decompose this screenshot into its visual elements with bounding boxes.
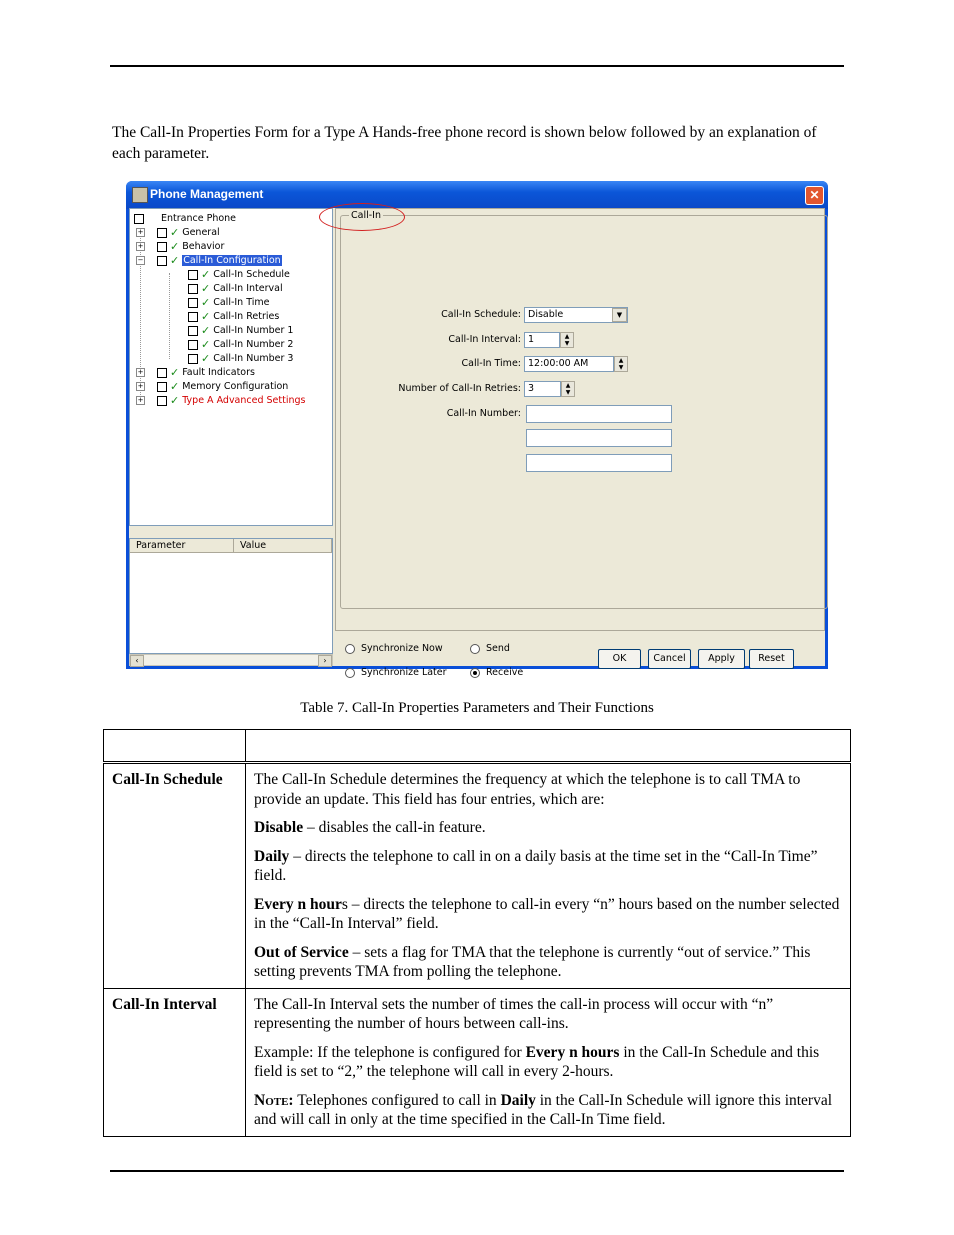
call-in-schedule-label: Call-In Schedule: (441, 309, 521, 320)
tree-item-type-a-advanced-settings[interactable]: + ✓ Type A Advanced Settings (137, 394, 306, 407)
tree-child-call-in-schedule[interactable]: ✓ Call-In Schedule (188, 268, 290, 281)
radio-receive[interactable]: Receive (470, 667, 523, 678)
call-in-interval-spinner[interactable]: ▲ ▼ (560, 332, 574, 348)
tree-child-call-in-retries[interactable]: ✓ Call-In Retries (188, 310, 279, 323)
bottom-rule (110, 1170, 844, 1172)
call-in-time-input[interactable]: 12:00:00 AM (524, 356, 614, 372)
check-icon: ✓ (170, 380, 180, 393)
checkbox[interactable] (188, 270, 198, 280)
checkbox[interactable] (188, 298, 198, 308)
description-example: Example: If the telephone is configured for Every n hours in the Call-In Schedule and this field is set to “2,” the telephone will call in every 2-hours. (254, 1043, 820, 1080)
table-header-row (104, 730, 851, 763)
call-in-time-spinner[interactable]: ▲ ▼ (614, 356, 628, 372)
column-header-parameter[interactable]: Parameter (130, 539, 234, 553)
highlight-ellipse (319, 203, 405, 231)
checkbox[interactable] (188, 354, 198, 364)
checkbox[interactable] (157, 228, 167, 238)
radio-circle[interactable] (345, 668, 355, 678)
call-in-number-label: Call-In Number: (446, 408, 521, 419)
check-icon: ✓ (201, 310, 211, 323)
call-in-number-1-input[interactable] (526, 405, 672, 423)
checkbox[interactable] (157, 396, 167, 406)
tree-item-behavior[interactable]: + ✓ Behavior (137, 240, 225, 253)
column-header-value[interactable]: Value (234, 539, 332, 553)
intro-paragraph: The Call-In Properties Form for a Type A Hands-free phone record is shown below followed by an explanation of each parameter. (112, 124, 817, 162)
scroll-right-icon[interactable]: › (318, 655, 332, 667)
call-in-retries-input[interactable]: 3 (524, 381, 561, 397)
call-in-schedule-select[interactable]: Disable (524, 307, 628, 323)
table-row (104, 988, 851, 1136)
description-entry: Disable – disables the call-in feature. (254, 819, 486, 836)
properties-panel (335, 208, 825, 631)
check-icon: ✓ (201, 282, 211, 295)
expand-icon[interactable]: + (137, 242, 144, 250)
parameter-name: Call-In Interval (104, 988, 246, 1136)
parameter-description (246, 763, 851, 989)
check-icon: ✓ (170, 254, 180, 267)
close-button[interactable]: ✕ (805, 186, 824, 205)
radio-circle[interactable] (470, 644, 480, 654)
reset-button[interactable]: Reset (749, 649, 794, 669)
checkbox[interactable] (157, 382, 167, 392)
call-in-interval-label: Call-In Interval: (448, 334, 521, 345)
checkbox[interactable] (134, 214, 144, 224)
tree-view[interactable] (129, 208, 333, 526)
description-entry: Daily – directs the telephone to call in on a daily basis at the time set in the “Call-In Time” field. (254, 847, 818, 884)
window-title: Phone Management (150, 187, 264, 201)
call-in-number-3-input[interactable] (526, 454, 672, 472)
parameter-description (246, 988, 851, 1136)
description-entry: Out of Service – sets a flag for TMA that the telephone is currently “out of service.” This setting prevents TMA from polling the telephone. (254, 943, 811, 980)
call-in-retries-label: Number of Call-In Retries: (398, 383, 521, 394)
parameters-table (103, 729, 851, 1137)
check-icon: ✓ (201, 324, 211, 337)
check-icon: ✓ (201, 296, 211, 309)
expand-icon[interactable]: + (137, 228, 144, 236)
table-caption: Table 7. Call-In Properties Parameters and Their Functions (300, 700, 654, 716)
tree-item-fault-indicators[interactable]: + ✓ Fault Indicators (137, 366, 255, 379)
check-icon: ✓ (201, 352, 211, 365)
checkbox[interactable] (157, 256, 167, 266)
radio-synchronize-now[interactable]: Synchronize Now (345, 643, 443, 654)
ok-button[interactable]: OK (598, 649, 641, 669)
call-in-retries-spinner[interactable]: ▲ ▼ (561, 381, 575, 397)
cancel-button[interactable]: Cancel (648, 649, 691, 669)
check-icon: ✓ (201, 338, 211, 351)
check-icon: ✓ (170, 240, 180, 253)
horizontal-scrollbar[interactable] (129, 654, 333, 666)
table-header-cell (104, 730, 246, 763)
tree-child-call-in-number-3[interactable]: ✓ Call-In Number 3 (188, 352, 293, 365)
radio-send[interactable]: Send (470, 643, 510, 654)
collapse-icon[interactable]: − (137, 256, 144, 264)
expand-icon[interactable]: + (137, 382, 144, 390)
tree-item-memory-configuration[interactable]: + ✓ Memory Configuration (137, 380, 289, 393)
checkbox[interactable] (157, 368, 167, 378)
title-bar[interactable] (126, 181, 828, 209)
top-rule (110, 65, 844, 67)
call-in-time-label: Call-In Time: (461, 358, 521, 369)
parameter-grid[interactable] (129, 538, 333, 654)
checkbox[interactable] (188, 284, 198, 294)
description-text: The Call-In Interval sets the number of times the call-in process will occur with “n” representing the number of hours between call-ins. (254, 995, 774, 1032)
table-row (104, 763, 851, 989)
tree-child-call-in-number-2[interactable]: ✓ Call-In Number 2 (188, 338, 293, 351)
checkbox[interactable] (188, 340, 198, 350)
check-icon: ✓ (170, 394, 180, 407)
app-icon (132, 187, 148, 203)
tree-item-general[interactable]: + ✓ General (137, 226, 220, 239)
scroll-left-icon[interactable]: ‹ (130, 655, 144, 667)
expand-icon[interactable]: + (137, 396, 144, 404)
check-icon: ✓ (170, 366, 180, 379)
tree-child-call-in-interval[interactable]: ✓ Call-In Interval (188, 282, 283, 295)
checkbox[interactable] (157, 242, 167, 252)
chevron-down-icon[interactable]: ▼ (612, 308, 627, 322)
description-text: The Call-In Schedule determines the frequency at which the telephone is to call TMA to provide an update. This field has four entries, which are: (254, 771, 801, 808)
action-bar (335, 635, 825, 678)
checkbox[interactable] (188, 312, 198, 322)
group-label: Call-In (351, 210, 381, 221)
checkbox[interactable] (188, 326, 198, 336)
radio-circle-selected[interactable] (470, 668, 480, 678)
radio-circle[interactable] (345, 644, 355, 654)
tree-child-call-in-number-1[interactable]: ✓ Call-In Number 1 (188, 324, 293, 337)
call-in-interval-input[interactable]: 1 (524, 332, 560, 348)
parameter-name: Call-In Schedule (104, 763, 246, 989)
tree-child-call-in-time[interactable]: ✓ Call-In Time (188, 296, 269, 309)
call-in-number-2-input[interactable] (526, 429, 672, 447)
expand-icon[interactable]: + (137, 368, 144, 376)
check-icon: ✓ (170, 226, 180, 239)
window-client (129, 208, 825, 678)
tree-item-call-in-configuration[interactable]: − ✓ Call-In Configuration (137, 254, 281, 267)
description-note: Note: Telephones configured to call in Daily in the Call-In Schedule will ignore this interval and will call in only at the time specified in the Call-In Time field. (254, 1091, 833, 1128)
description-entry: Every n hours – directs the telephone to call-in every “n” hours based on the number selected in the “Call-In Interval” field. (254, 895, 840, 932)
apply-button[interactable]: Apply (698, 649, 745, 669)
radio-synchronize-later[interactable]: Synchronize Later (345, 667, 447, 678)
phone-management-window (126, 181, 828, 678)
tree-root[interactable]: Entrance Phone (134, 212, 236, 225)
table-header-cell (246, 730, 851, 763)
check-icon: ✓ (201, 268, 211, 281)
call-in-group (340, 210, 828, 609)
